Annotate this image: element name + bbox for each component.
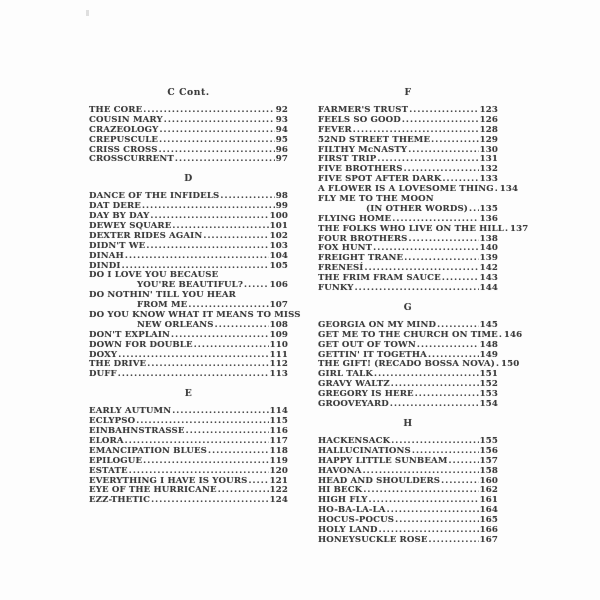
song-title: DEXTER RIDES AGAIN [89, 230, 203, 241]
page-number: 122 [269, 485, 288, 496]
page-number: 101 [269, 221, 288, 232]
page-number: 117 [269, 435, 288, 446]
song-title: GEORGIA ON MY MIND [318, 319, 437, 330]
dot-leader [390, 400, 479, 410]
dot-leader [244, 281, 269, 291]
page-number: 98 [275, 191, 288, 202]
dot-leader [159, 136, 275, 146]
song-title: FUNKY [318, 283, 354, 294]
song-title: THE GIFT! (RECADO BOSSA NOVA) [318, 359, 495, 370]
page-number: 107 [269, 300, 288, 311]
page-number: 106 [269, 280, 288, 291]
dot-leader [159, 126, 274, 136]
page-number: 150 [500, 359, 520, 370]
page-number: 146 [503, 329, 523, 340]
page-number: 131 [479, 154, 498, 165]
page-number: 138 [479, 233, 498, 244]
song-title: FRENESÍ [318, 263, 364, 274]
song-title: DON'T EXPLAIN [89, 329, 171, 340]
page-number: 94 [275, 124, 288, 135]
page-number: 119 [269, 455, 288, 466]
song-title: YOU'RE BEAUTIFUL? [137, 280, 244, 291]
song-title: EARLY AUTUMN [89, 406, 172, 417]
dot-leader [175, 155, 275, 165]
song-title: FEVER [318, 124, 352, 135]
index-entry [89, 496, 288, 506]
page-number: 160 [479, 475, 498, 486]
page-number: 110 [269, 339, 288, 350]
dot-leader [208, 447, 269, 457]
dot-leader [404, 254, 478, 264]
song-title-first-line: DO YOU KNOW WHAT IT MEANS TO MISS [89, 310, 301, 321]
page-number: 128 [479, 124, 498, 135]
page-number: 164 [479, 505, 498, 516]
dot-leader [408, 235, 478, 245]
page-number: 108 [269, 319, 288, 330]
song-title: EMANCIPATION BLUES [89, 445, 208, 456]
song-title: GIRL TALK [318, 369, 373, 380]
page-number: 109 [269, 329, 288, 340]
dot-leader [151, 496, 269, 506]
section-header: F [404, 87, 412, 98]
song-title: THE DRIVE [89, 359, 147, 370]
song-title: FILTHY McNASTY [318, 144, 408, 155]
page-number: 95 [275, 134, 288, 145]
page-number: 165 [479, 515, 498, 526]
section-header: C Cont. [167, 87, 210, 98]
song-title: FIVE BROTHERS [318, 164, 403, 175]
page-number: 158 [479, 465, 498, 476]
page-number: 132 [479, 164, 498, 175]
song-title: ESTATE [89, 465, 128, 476]
dot-leader [172, 407, 268, 417]
dot-leader [431, 136, 478, 146]
page-number: 104 [269, 250, 288, 261]
song-title-first-line: FLY ME TO THE MOON [318, 194, 434, 205]
song-title: FREIGHT TRANE [318, 253, 404, 264]
song-title: CRAZEOLOGY [89, 124, 159, 135]
index-entry [89, 360, 288, 370]
song-title: FOX HUNT [318, 243, 373, 254]
song-title: DOWN FOR DOUBLE [89, 339, 193, 350]
song-title: DAT DERE [89, 201, 141, 212]
song-title: DOXY [89, 349, 118, 360]
song-title: DAY BY DAY [89, 211, 150, 222]
page-number: 97 [275, 154, 288, 165]
dot-leader [363, 486, 478, 496]
page-number: 96 [275, 144, 288, 155]
page-number: 130 [479, 144, 498, 155]
page-number: 124 [269, 495, 288, 506]
dot-leader [248, 477, 268, 487]
section-header: H [403, 417, 413, 429]
song-title: HONEYSUCKLE ROSE [318, 534, 428, 545]
dot-leader [220, 192, 274, 202]
song-title: GETTIN' IT TOGETHA [318, 349, 427, 360]
dot-leader [218, 486, 269, 496]
dot-leader [408, 146, 478, 156]
page-number: 115 [269, 416, 288, 427]
song-title: ECLYPSO [89, 416, 136, 427]
dot-leader [387, 506, 479, 516]
song-title: CROSSCURRENT [89, 154, 174, 165]
page-number: 111 [269, 349, 288, 360]
song-title: HEAD AND SHOULDERS [318, 475, 441, 486]
dot-leader [355, 284, 479, 294]
page-number: 136 [479, 213, 498, 224]
page-number: 92 [275, 105, 288, 115]
song-title: DANCE OF THE INFIDELS [89, 191, 220, 202]
page-number: 116 [269, 426, 288, 437]
song-title: A FLOWER IS A LOVESOME THING [318, 184, 494, 195]
song-title: EPILOGUE [89, 455, 143, 466]
page-number: 105 [269, 260, 288, 271]
dot-leader [395, 516, 478, 526]
song-title: EZZ-THETIC [89, 495, 151, 506]
page-number: 151 [479, 369, 498, 380]
page-number: 135 [479, 203, 498, 214]
page-number: 152 [479, 379, 498, 390]
song-title: HALLUCINATIONS [318, 445, 411, 456]
song-title-first-line: DO NOTHIN' TILL YOU HEAR [89, 290, 236, 301]
dot-leader [147, 360, 268, 370]
page-number: 112 [269, 359, 288, 370]
song-title-first-line: DO I LOVE YOU BECAUSE [89, 270, 219, 281]
song-title: FROM ME [137, 300, 188, 311]
page-number: 156 [479, 445, 498, 456]
dot-leader [186, 427, 269, 437]
song-title: GET OUT OF TOWN [318, 339, 416, 350]
page-number: 121 [269, 475, 288, 486]
song-title: CREPUSCULE [89, 134, 159, 145]
page-number: 140 [479, 243, 498, 254]
page-number: 137 [510, 223, 529, 234]
index-entry [318, 536, 498, 546]
index-entry [89, 370, 288, 380]
page-number: 161 [479, 495, 498, 506]
page-number: 134 [499, 184, 519, 195]
song-title: GROOVEYARD [318, 399, 389, 410]
index-column-left [89, 87, 301, 506]
song-title: GET ME TO THE CHURCH ON TIME [318, 329, 498, 340]
song-title: HI BECK [318, 485, 363, 496]
song-title: HACKENSACK [318, 435, 391, 446]
index-entry [89, 341, 288, 351]
page-number: 144 [479, 283, 498, 294]
page-number: 126 [479, 114, 498, 125]
dot-leader [215, 321, 269, 331]
page-number: 155 [479, 435, 498, 446]
index-entry [89, 155, 288, 165]
page-number: 166 [479, 524, 498, 535]
page-number: 123 [479, 105, 498, 115]
song-title: THE CORE [89, 105, 143, 115]
song-title: FIVE SPOT AFTER DARK [318, 174, 442, 185]
song-title: DINAH [89, 250, 124, 261]
page-number: 148 [479, 339, 498, 350]
page-number: 167 [479, 534, 498, 545]
page-number: 142 [479, 263, 498, 274]
page-number: 145 [479, 319, 498, 330]
song-title: EINBAHNSTRASSE [89, 426, 185, 437]
page-number: 139 [479, 253, 498, 264]
song-title: HO-BA-LA-LA [318, 505, 386, 516]
page-number: 114 [269, 406, 288, 417]
song-title: DINDI [89, 260, 121, 271]
dot-leader [442, 274, 479, 284]
dot-leader [449, 457, 479, 467]
song-title: THE FRIM FRAM SAUCE [318, 273, 441, 284]
song-title: NEW ORLEANS [137, 319, 214, 330]
page-number: 113 [269, 369, 288, 380]
dot-leader [142, 202, 275, 212]
section-header: D [184, 173, 193, 185]
song-title: FIRST TRIP [318, 154, 377, 165]
page-number: 99 [275, 201, 288, 212]
song-title: FLYING HOME [318, 213, 392, 224]
dot-leader [143, 457, 268, 467]
dot-leader [505, 225, 509, 235]
dot-leader [194, 341, 269, 351]
song-title: DUFF [89, 369, 117, 380]
dot-leader [203, 232, 268, 242]
dot-leader [469, 205, 479, 215]
page-number: 102 [269, 230, 288, 241]
section-header: G [403, 301, 413, 313]
page-number: 154 [479, 399, 498, 410]
song-title: GREGORY IS HERE [318, 389, 414, 400]
song-title: FEELS SO GOOD [318, 114, 401, 125]
page-number: 103 [269, 240, 288, 251]
section-header: E [184, 388, 193, 400]
dot-leader [409, 106, 478, 116]
song-title: EVERYTHING I HAVE IS YOURS [89, 475, 248, 486]
page-number: 162 [479, 485, 498, 496]
page-number: 133 [479, 174, 498, 185]
index-entry [318, 284, 498, 294]
dot-leader [499, 331, 503, 341]
song-title: CRISS CROSS [89, 144, 158, 155]
index-entry [318, 400, 498, 410]
song-title: DEWEY SQUARE [89, 221, 172, 232]
page-number: 118 [269, 445, 288, 456]
page-number: 153 [479, 389, 498, 400]
song-title: EYE OF THE HURRICANE [89, 485, 217, 496]
page-number: 120 [269, 465, 288, 476]
dot-leader [402, 116, 479, 126]
song-title: HOCUS-POCUS [318, 515, 395, 526]
dot-leader [429, 536, 479, 546]
song-title: FARMER'S TRUST [318, 105, 409, 115]
page-number: 93 [275, 114, 288, 125]
page-number: 129 [479, 134, 498, 145]
dot-leader [146, 242, 268, 252]
song-title: HIGH FLY [318, 495, 368, 506]
dot-leader [159, 146, 275, 156]
song-title: FOUR BROTHERS [318, 233, 408, 244]
page-number: 149 [479, 349, 498, 360]
page-number: 143 [479, 273, 498, 284]
dot-leader [118, 370, 269, 380]
song-title: HOLY LAND [318, 524, 378, 535]
song-title: COUSIN MARY [89, 114, 163, 125]
dot-leader [495, 185, 499, 195]
page-number: 100 [269, 211, 288, 222]
dot-leader [415, 390, 479, 400]
dot-leader [125, 252, 269, 262]
song-title: (IN OTHER WORDS) [366, 203, 469, 214]
song-title: 52ND STREET THEME [318, 134, 431, 145]
song-title: ELORA [89, 435, 124, 446]
song-title: HAPPY LITTLE SUNBEAM [318, 455, 448, 466]
song-title: HAVONA [318, 465, 362, 476]
index-column-right [318, 87, 529, 546]
song-title: THE FOLKS WHO LIVE ON THE HILL [318, 223, 504, 234]
scan-artifact [86, 10, 89, 16]
song-title: DIDN'T WE [89, 240, 146, 251]
page-number: 157 [479, 455, 498, 466]
dot-leader [164, 116, 275, 126]
dot-leader [441, 477, 478, 487]
song-title: GRAVY WALTZ [318, 379, 390, 390]
